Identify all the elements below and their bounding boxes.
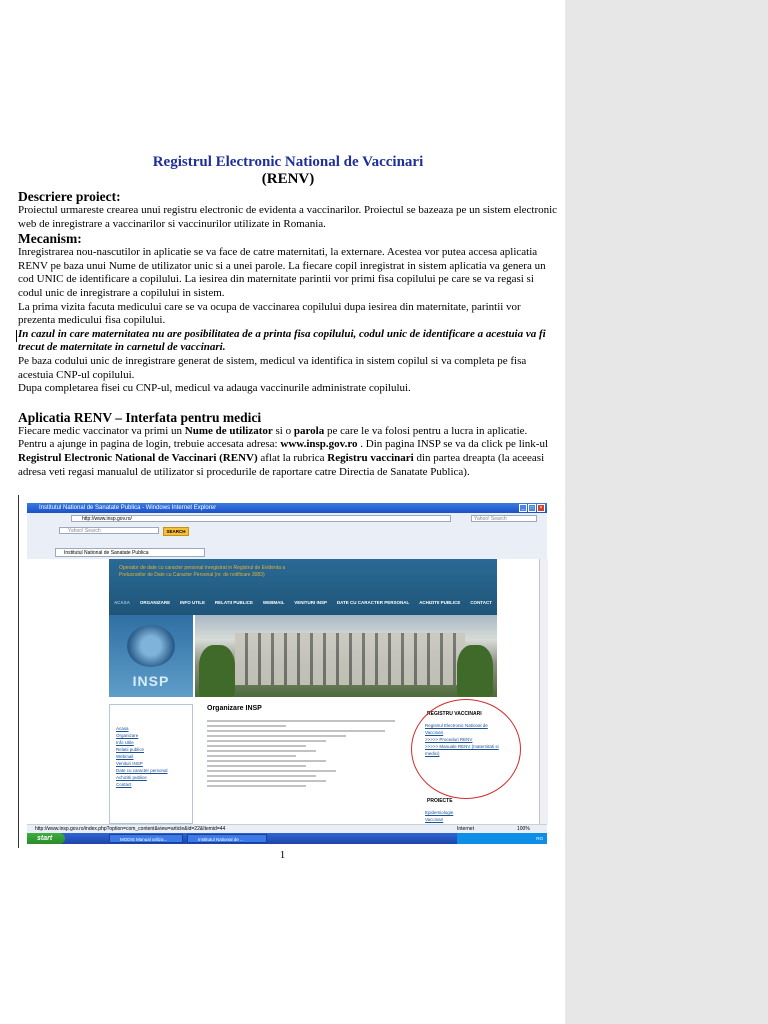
address-input: http://www.insp.gov.ro/ bbox=[71, 515, 451, 522]
emphasis-text-a: In cazul in care maternitatea nu are posibilitatea de a printa fisa copilului bbox=[18, 327, 354, 340]
manuale-link: >>>>> Manuale RENV (maternitati si medici) bbox=[425, 744, 499, 756]
paragraph-mecanism-3 bbox=[18, 328, 558, 355]
bold-run: Nume de utilizator bbox=[184, 424, 273, 437]
proceduri-link: >>>>> Proceduri RENV bbox=[425, 737, 473, 742]
bold-run: Registru vaccinari bbox=[327, 451, 414, 464]
embedded-browser-screenshot bbox=[18, 495, 557, 848]
browser-status-bar bbox=[27, 824, 547, 833]
left-menu-item: Date cu caracter personal bbox=[116, 768, 168, 773]
site-center-content bbox=[207, 704, 405, 824]
site-nav-item: ACASA bbox=[113, 599, 130, 605]
section-heading-aplicatia: Aplicatia RENV – Interfata pentru medici bbox=[18, 409, 262, 425]
renv-link: Registrul Electronic National de Vaccinari bbox=[425, 723, 488, 735]
text-run: Fiecare medic vaccinator va primi un bbox=[18, 424, 185, 437]
maximize-icon: □ bbox=[528, 504, 536, 512]
browser-search-input: Yahoo! Search bbox=[471, 515, 537, 522]
comments-pane bbox=[565, 0, 768, 1024]
text-run: pe care le va folosi pentru a lucra in aplicatie. Pentru a ajunge in pagina de login, trebuie accesata adresa: bbox=[18, 424, 528, 451]
left-menu-item: Acasa bbox=[116, 726, 129, 731]
emphasis-text-c: . bbox=[222, 341, 226, 354]
yahoo-search-button: SEARCH bbox=[163, 527, 189, 536]
text-cursor bbox=[16, 330, 17, 342]
left-menu-item: Info Utile bbox=[116, 740, 134, 745]
site-nav bbox=[109, 596, 497, 608]
text-run: . Din pagina INSP se va da click pe link-ul bbox=[357, 438, 549, 451]
site-nav-item: RELATII PUBLICE bbox=[214, 599, 253, 605]
page-number: 1 bbox=[279, 849, 286, 861]
center-heading: Organizare INSP bbox=[207, 705, 262, 712]
browser-title: Institutul National de Sanatate Publica - Windows Internet Explorer bbox=[39, 505, 217, 511]
browser-viewport bbox=[27, 559, 547, 824]
site-tagline-2: Prelucrarilor de Date cu Caracter Personal (nr. de notificare 3083) bbox=[119, 572, 265, 578]
paragraph-mecanism-4: Pe baza codului unic de inregistrare generat de sistem, medicul va identifica in sistem copilul si va completa pe fisa acestuia CNP-ul copilului. bbox=[18, 354, 527, 381]
document-title: Registrul Electronic National de Vaccinari bbox=[152, 154, 424, 170]
document-body bbox=[18, 154, 558, 479]
windows-taskbar bbox=[27, 833, 547, 844]
logo-text: INSP bbox=[132, 673, 170, 689]
status-zoom: 100% bbox=[517, 826, 530, 832]
section-heading-mecanism: Mecanism: bbox=[18, 231, 82, 247]
yahoo-search-input: Yahoo! Search bbox=[59, 527, 159, 534]
system-tray: RO bbox=[457, 833, 547, 844]
highlight-circle bbox=[411, 699, 521, 799]
right-heading: REGISTRU VACCINARI bbox=[427, 711, 482, 717]
site-header bbox=[109, 559, 497, 615]
site-nav-item: INFO UTILE bbox=[179, 599, 205, 605]
site-tagline-1: Operator de date cu caracter personal inregistrat in Registrul de Evidenta a bbox=[119, 565, 286, 571]
minimize-icon: _ bbox=[519, 504, 527, 512]
logo-figure-icon bbox=[127, 625, 175, 667]
left-menu-item: Contact bbox=[116, 782, 132, 787]
site-left-menu bbox=[109, 704, 193, 824]
building-photo bbox=[195, 615, 497, 697]
bold-url: www.insp.gov.ro bbox=[280, 438, 358, 451]
text-run: si o bbox=[272, 424, 294, 437]
left-menu-item: Achizitii publice bbox=[116, 775, 147, 780]
paragraph-aplicatia bbox=[18, 425, 558, 479]
taskbar-item: Institutul National de ... bbox=[187, 834, 267, 843]
site-nav-item: CONTACT bbox=[470, 599, 492, 605]
close-icon: × bbox=[537, 504, 545, 512]
left-menu-item: Relatii publice bbox=[116, 747, 145, 752]
site-nav-item: WEBMAIL bbox=[262, 599, 285, 605]
browser-scrollbar bbox=[539, 559, 548, 824]
site-nav-item: DATE CU CARACTER PERSONAL bbox=[336, 599, 410, 605]
bold-run: Registrul Electronic National de Vaccinari (RENV) bbox=[18, 451, 258, 464]
document-subtitle: (RENV) bbox=[261, 171, 315, 187]
status-url: http://www.insp.gov.ro/index.php?option=com_content&view=article&id=22&Itemid=44 bbox=[35, 826, 226, 832]
site-nav-item: ACHIZITII PUBLICE bbox=[419, 599, 461, 605]
left-menu-item: Organizare bbox=[116, 733, 139, 738]
right-heading-2: PROIECTE bbox=[427, 798, 453, 804]
insp-logo bbox=[109, 615, 193, 697]
paragraph-mecanism-2: La prima vizita facuta medicului care se va ocupa de vaccinarea copilului dupa iesirea din maternitate, parintii vor prezenta medicului fisa copilului. bbox=[18, 300, 521, 327]
text-run: aflat la rubrica bbox=[257, 451, 328, 464]
status-zone: Internet bbox=[457, 826, 474, 832]
left-menu-item: Venituri INSP bbox=[116, 761, 143, 766]
vaccinari-link: Vaccinari bbox=[425, 817, 444, 822]
taskbar-item: MODIS Manual utiliza... bbox=[109, 834, 183, 843]
emphasis-text-b: , codul unic de identificare a acestuia va fi trecut de maternitate in carnetul de vaccinari bbox=[18, 327, 546, 354]
paragraph-mecanism-1: Inregistrarea nou-nascutilor in aplicatie se va face de catre maternitati, la externare. Acestea vor putea accesa aplicatia RENV pe baza unui Nume de utilizator unic si a unei parole. La fiecare copil inregistrat in sistem aplicatia va genera un cod UNIC de identificare a copilului. La iesirea din maternitate parintii vor primi fisa copilului pe care se va regasi si codul unic de inregistrare a copilului in sistem. bbox=[18, 246, 546, 299]
site-nav-item: VENITURI INSP bbox=[294, 599, 328, 605]
start-button: start bbox=[27, 833, 65, 844]
site-nav-item: ORGANIZARE bbox=[139, 599, 171, 605]
section-heading-descriere: Descriere proiect: bbox=[18, 189, 121, 204]
text-run: din partea dreapta (la aceeasi adresa veti regasi manualul de utilizator si procedurile de raportare catre Directia de Sanatate Publica). bbox=[18, 451, 545, 478]
bold-run: parola bbox=[293, 424, 325, 437]
browser-title-bar bbox=[27, 503, 547, 513]
paragraph-mecanism-5: Dupa completarea fisei cu CNP-ul, medicul va adauga vaccinurile administrate copilului. bbox=[18, 382, 411, 395]
left-menu-item: Webmail bbox=[116, 754, 134, 759]
paragraph-descriere: Proiectul urmareste crearea unui registru electronic de evidenta a vaccinarilor. Proiectul se bazeaza pe un sistem electronic web de inregistrare a vaccinarilor si vaccinurilor utilizate in Romania. bbox=[18, 204, 558, 230]
epidemiologie-link: Epidemiologie bbox=[425, 810, 454, 815]
browser-tab: Institutul National de Sanatate Publica bbox=[55, 548, 205, 557]
